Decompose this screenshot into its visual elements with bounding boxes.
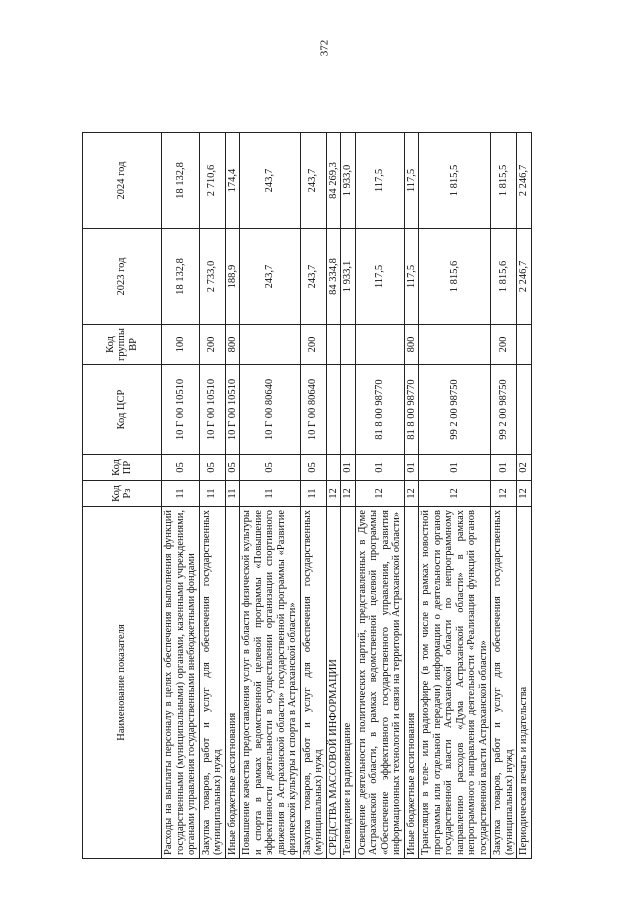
header-2024: 2024 год (83, 133, 162, 229)
cell-2023: 1 815,6 (491, 229, 517, 325)
cell-2024: 2 710,6 (199, 133, 225, 229)
cell-rz: 12 (341, 481, 356, 507)
cell-vr: 100 (162, 325, 200, 365)
cell-2024: 117,5 (355, 133, 404, 229)
cell-name: Освещение деятельности политических партий, представленных в Думе Астраханской области, в рамках ведомственной целевой программы «Обеспечение эффективного государственного управления, развития информационных технологий и связи на территории Астраханской области» (355, 507, 404, 859)
page-number: 372 (318, 39, 331, 57)
cell-csr: 10 Г 00 10510 (225, 365, 240, 455)
cell-pr: 01 (419, 455, 491, 481)
table-row (199, 133, 225, 859)
cell-2023: 18 132,8 (162, 229, 200, 325)
cell-rz: 11 (162, 481, 200, 507)
budget-table (82, 132, 532, 859)
cell-pr: 05 (225, 455, 240, 481)
cell-pr (326, 455, 341, 481)
table-body (162, 133, 532, 859)
budget-table-container (82, 133, 532, 859)
table-row (326, 133, 341, 859)
cell-vr: 800 (225, 325, 240, 365)
cell-pr: 02 (517, 455, 532, 481)
cell-name: СРЕДСТВА МАССОВОЙ ИНФОРМАЦИИ (326, 507, 341, 859)
cell-vr (326, 325, 341, 365)
cell-rz: 11 (225, 481, 240, 507)
table-row (491, 133, 517, 859)
header-vr: Код группы ВР (83, 325, 162, 365)
header-name: Наименование показателя (83, 507, 162, 859)
cell-vr: 200 (300, 325, 326, 365)
cell-2024: 84 269,3 (326, 133, 341, 229)
cell-csr (326, 365, 341, 455)
cell-pr: 05 (162, 455, 200, 481)
cell-2023: 188,9 (225, 229, 240, 325)
table-row (517, 133, 532, 859)
cell-pr: 05 (240, 455, 301, 481)
cell-2023: 117,5 (404, 229, 419, 325)
cell-name: Закупка товаров, работ и услуг для обеспечения государственных (муниципальных) нужд (491, 507, 517, 859)
table-row (225, 133, 240, 859)
table-row (300, 133, 326, 859)
cell-pr: 01 (404, 455, 419, 481)
header-pr: Код ПР (83, 455, 162, 481)
cell-vr: 200 (491, 325, 517, 365)
cell-name: Периодическая печать и издательства (517, 507, 532, 859)
cell-csr: 10 Г 00 80640 (300, 365, 326, 455)
cell-csr (517, 365, 532, 455)
cell-rz: 12 (404, 481, 419, 507)
cell-pr: 01 (355, 455, 404, 481)
cell-vr (341, 325, 356, 365)
cell-csr: 81 8 00 98770 (404, 365, 419, 455)
table-row (341, 133, 356, 859)
cell-vr (240, 325, 301, 365)
cell-2023: 243,7 (300, 229, 326, 325)
cell-rz: 12 (491, 481, 517, 507)
cell-2023: 243,7 (240, 229, 301, 325)
cell-csr: 81 8 00 98770 (355, 365, 404, 455)
cell-name: Трансляция в теле- или радиоэфире (в том числе в рамках новостной программы или отдельной передачи) информации о деятельности органов государственной власти Астраханской области по непрограммному направлению расходов «Дума Астраханской области» в рамках непрограммного направления деятельности «Реализация функций органов государственной власти Астраханской области» (419, 507, 491, 859)
cell-name: Телевидение и радиовещание (341, 507, 356, 859)
cell-vr: 800 (404, 325, 419, 365)
cell-rz: 11 (240, 481, 301, 507)
cell-rz: 11 (300, 481, 326, 507)
cell-2024: 1 815,5 (419, 133, 491, 229)
cell-csr: 99 2 00 98750 (491, 365, 517, 455)
cell-2024: 243,7 (300, 133, 326, 229)
cell-2023: 84 334,8 (326, 229, 341, 325)
cell-rz: 11 (199, 481, 225, 507)
cell-2024: 117,5 (404, 133, 419, 229)
cell-rz: 12 (517, 481, 532, 507)
cell-csr: 99 2 00 98750 (419, 365, 491, 455)
cell-2024: 174,4 (225, 133, 240, 229)
cell-2023: 1 815,6 (419, 229, 491, 325)
cell-name: Закупка товаров, работ и услуг для обеспечения государственных (муниципальных) нужд (300, 507, 326, 859)
table-row (404, 133, 419, 859)
cell-rz: 12 (419, 481, 491, 507)
table-row (240, 133, 301, 859)
cell-2024: 2 246,7 (517, 133, 532, 229)
table-row (355, 133, 404, 859)
cell-2023: 2 733,0 (199, 229, 225, 325)
cell-csr: 10 Г 00 10510 (199, 365, 225, 455)
cell-2024: 243,7 (240, 133, 301, 229)
cell-2024: 1 933,0 (341, 133, 356, 229)
cell-csr (341, 365, 356, 455)
cell-vr (355, 325, 404, 365)
cell-2023: 1 933,1 (341, 229, 356, 325)
cell-rz: 12 (326, 481, 341, 507)
cell-csr: 10 Г 00 80640 (240, 365, 301, 455)
table-row (419, 133, 491, 859)
cell-name: Расходы на выплаты персоналу в целях обеспечения выполнения функций государственными (муниципальными) органами, казенными учреждениями, органами управления государственными внебюджетными фондами (162, 507, 200, 859)
header-rz: Код Рз (83, 481, 162, 507)
cell-2024: 18 132,8 (162, 133, 200, 229)
cell-csr: 10 Г 00 10510 (162, 365, 200, 455)
cell-pr: 01 (341, 455, 356, 481)
cell-name: Иные бюджетные ассигнования (404, 507, 419, 859)
header-2023: 2023 год (83, 229, 162, 325)
cell-vr (419, 325, 491, 365)
cell-vr: 200 (199, 325, 225, 365)
cell-2023: 2 246,7 (517, 229, 532, 325)
cell-name: Закупка товаров, работ и услуг для обеспечения государственных (муниципальных) нужд (199, 507, 225, 859)
cell-2023: 117,5 (355, 229, 404, 325)
cell-name: Повышение качества предоставления услуг в области физической культуры и спорта в рамках ведомственной целевой программы «Повышение эффективности деятельности в осуществлении организации спортивного движения в Астраханской области» государственной программы «Развитие физической культуры и спорта в Астраханской области» (240, 507, 301, 859)
table-row (162, 133, 200, 859)
header-csr: Код ЦСР (83, 365, 162, 455)
cell-rz: 12 (355, 481, 404, 507)
cell-2024: 1 815,5 (491, 133, 517, 229)
table-header-row (83, 133, 162, 859)
cell-vr (517, 325, 532, 365)
cell-name: Иные бюджетные ассигнования (225, 507, 240, 859)
cell-pr: 01 (491, 455, 517, 481)
cell-pr: 05 (300, 455, 326, 481)
cell-pr: 05 (199, 455, 225, 481)
